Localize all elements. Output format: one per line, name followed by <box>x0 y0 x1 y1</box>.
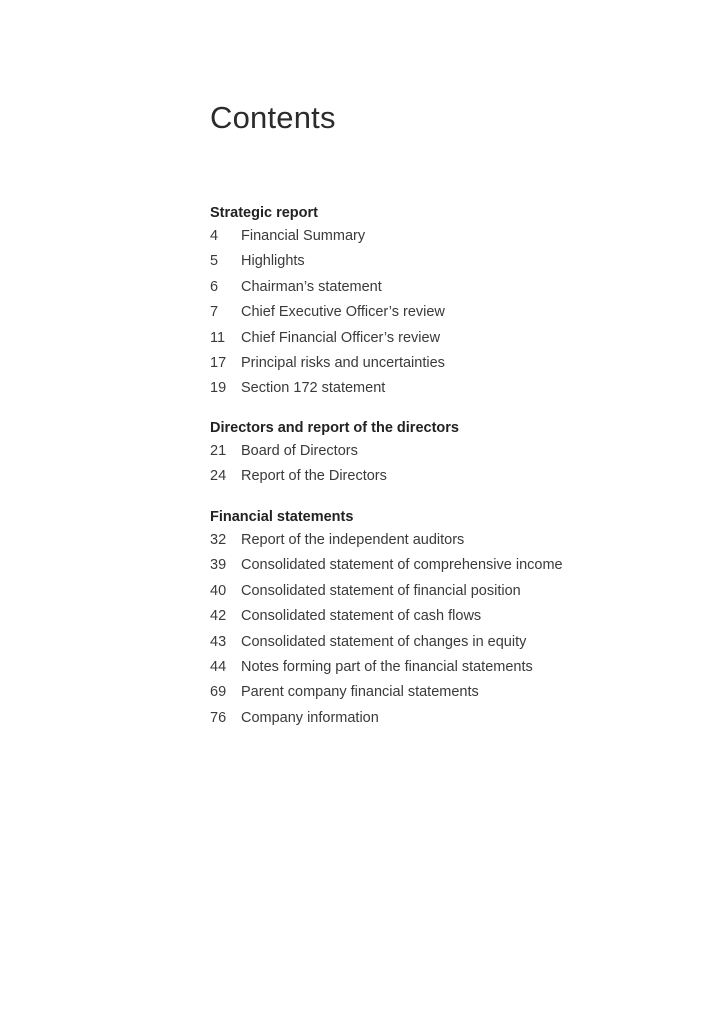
entry-list <box>210 528 690 731</box>
section-heading: Strategic report <box>210 205 318 221</box>
toc-entry[interactable] <box>210 579 690 604</box>
toc-entry[interactable] <box>210 706 690 731</box>
entry-title: Company information <box>241 709 379 726</box>
entry-page-number: 76 <box>210 709 227 726</box>
toc-entry[interactable] <box>210 604 690 629</box>
section-directors <box>210 418 690 490</box>
entry-page-number: 44 <box>210 658 227 675</box>
page-title: Contents <box>210 100 336 135</box>
entry-title: Consolidated statement of changes in equity <box>241 633 527 650</box>
toc-entry[interactable] <box>210 528 690 553</box>
section-heading: Directors and report of the directors <box>210 420 459 436</box>
entry-page-number: 11 <box>210 329 226 346</box>
toc-entry[interactable] <box>210 655 690 680</box>
toc-entry[interactable] <box>210 224 690 249</box>
entry-page-number: 40 <box>210 582 227 599</box>
entry-title: Consolidated statement of financial position <box>241 582 521 599</box>
entry-page-number: 69 <box>210 684 227 701</box>
entry-title: Report of the independent auditors <box>241 532 465 548</box>
toc-entry[interactable] <box>210 326 690 351</box>
entry-title: Board of Directors <box>241 443 358 459</box>
toc-entry[interactable] <box>210 630 690 655</box>
toc-entry[interactable] <box>210 275 690 300</box>
entry-title: Financial Summary <box>241 228 366 244</box>
entry-title: Consolidated statement of cash flows <box>241 608 482 625</box>
entry-page-number: 6 <box>210 278 219 295</box>
section-heading: Financial statements <box>210 509 354 525</box>
entry-title: Consolidated statement of comprehensive income <box>241 557 563 574</box>
section-strategic-report <box>210 203 690 402</box>
entry-title: Chairman’s statement <box>241 278 382 295</box>
entry-page-number: 7 <box>210 304 219 321</box>
entry-title: Principal risks and uncertainties <box>241 354 445 371</box>
entry-title: Chief Financial Officer’s review <box>241 329 441 346</box>
toc-entry[interactable] <box>210 680 690 705</box>
toc-entry[interactable] <box>210 439 690 464</box>
toc-entry[interactable] <box>210 553 690 578</box>
entry-page-number: 19 <box>210 380 227 397</box>
toc-entry[interactable] <box>210 351 690 376</box>
entry-title: Section 172 statement <box>241 380 386 397</box>
entry-title: Parent company financial statements <box>241 684 479 701</box>
toc-entry[interactable] <box>210 464 690 489</box>
entry-page-number: 21 <box>210 443 227 459</box>
entry-title: Report of the Directors <box>241 468 387 485</box>
entry-title: Chief Executive Officer’s review <box>241 304 445 321</box>
entry-page-number: 32 <box>210 532 227 548</box>
entry-page-number: 5 <box>210 253 219 270</box>
entry-page-number: 17 <box>210 354 227 371</box>
toc-entry[interactable] <box>210 300 690 325</box>
entry-page-number: 43 <box>210 633 227 650</box>
entry-title: Highlights <box>241 253 305 270</box>
toc-entry[interactable] <box>210 249 690 274</box>
entry-page-number: 4 <box>210 228 219 244</box>
entry-page-number: 39 <box>210 557 227 574</box>
toc-entry[interactable] <box>210 376 690 401</box>
entry-page-number: 24 <box>210 468 227 485</box>
entry-list <box>210 439 690 490</box>
entry-list <box>210 224 690 402</box>
section-financial-statements <box>210 507 690 731</box>
entry-title: Notes forming part of the financial statements <box>241 658 533 675</box>
entry-page-number: 42 <box>210 608 227 625</box>
